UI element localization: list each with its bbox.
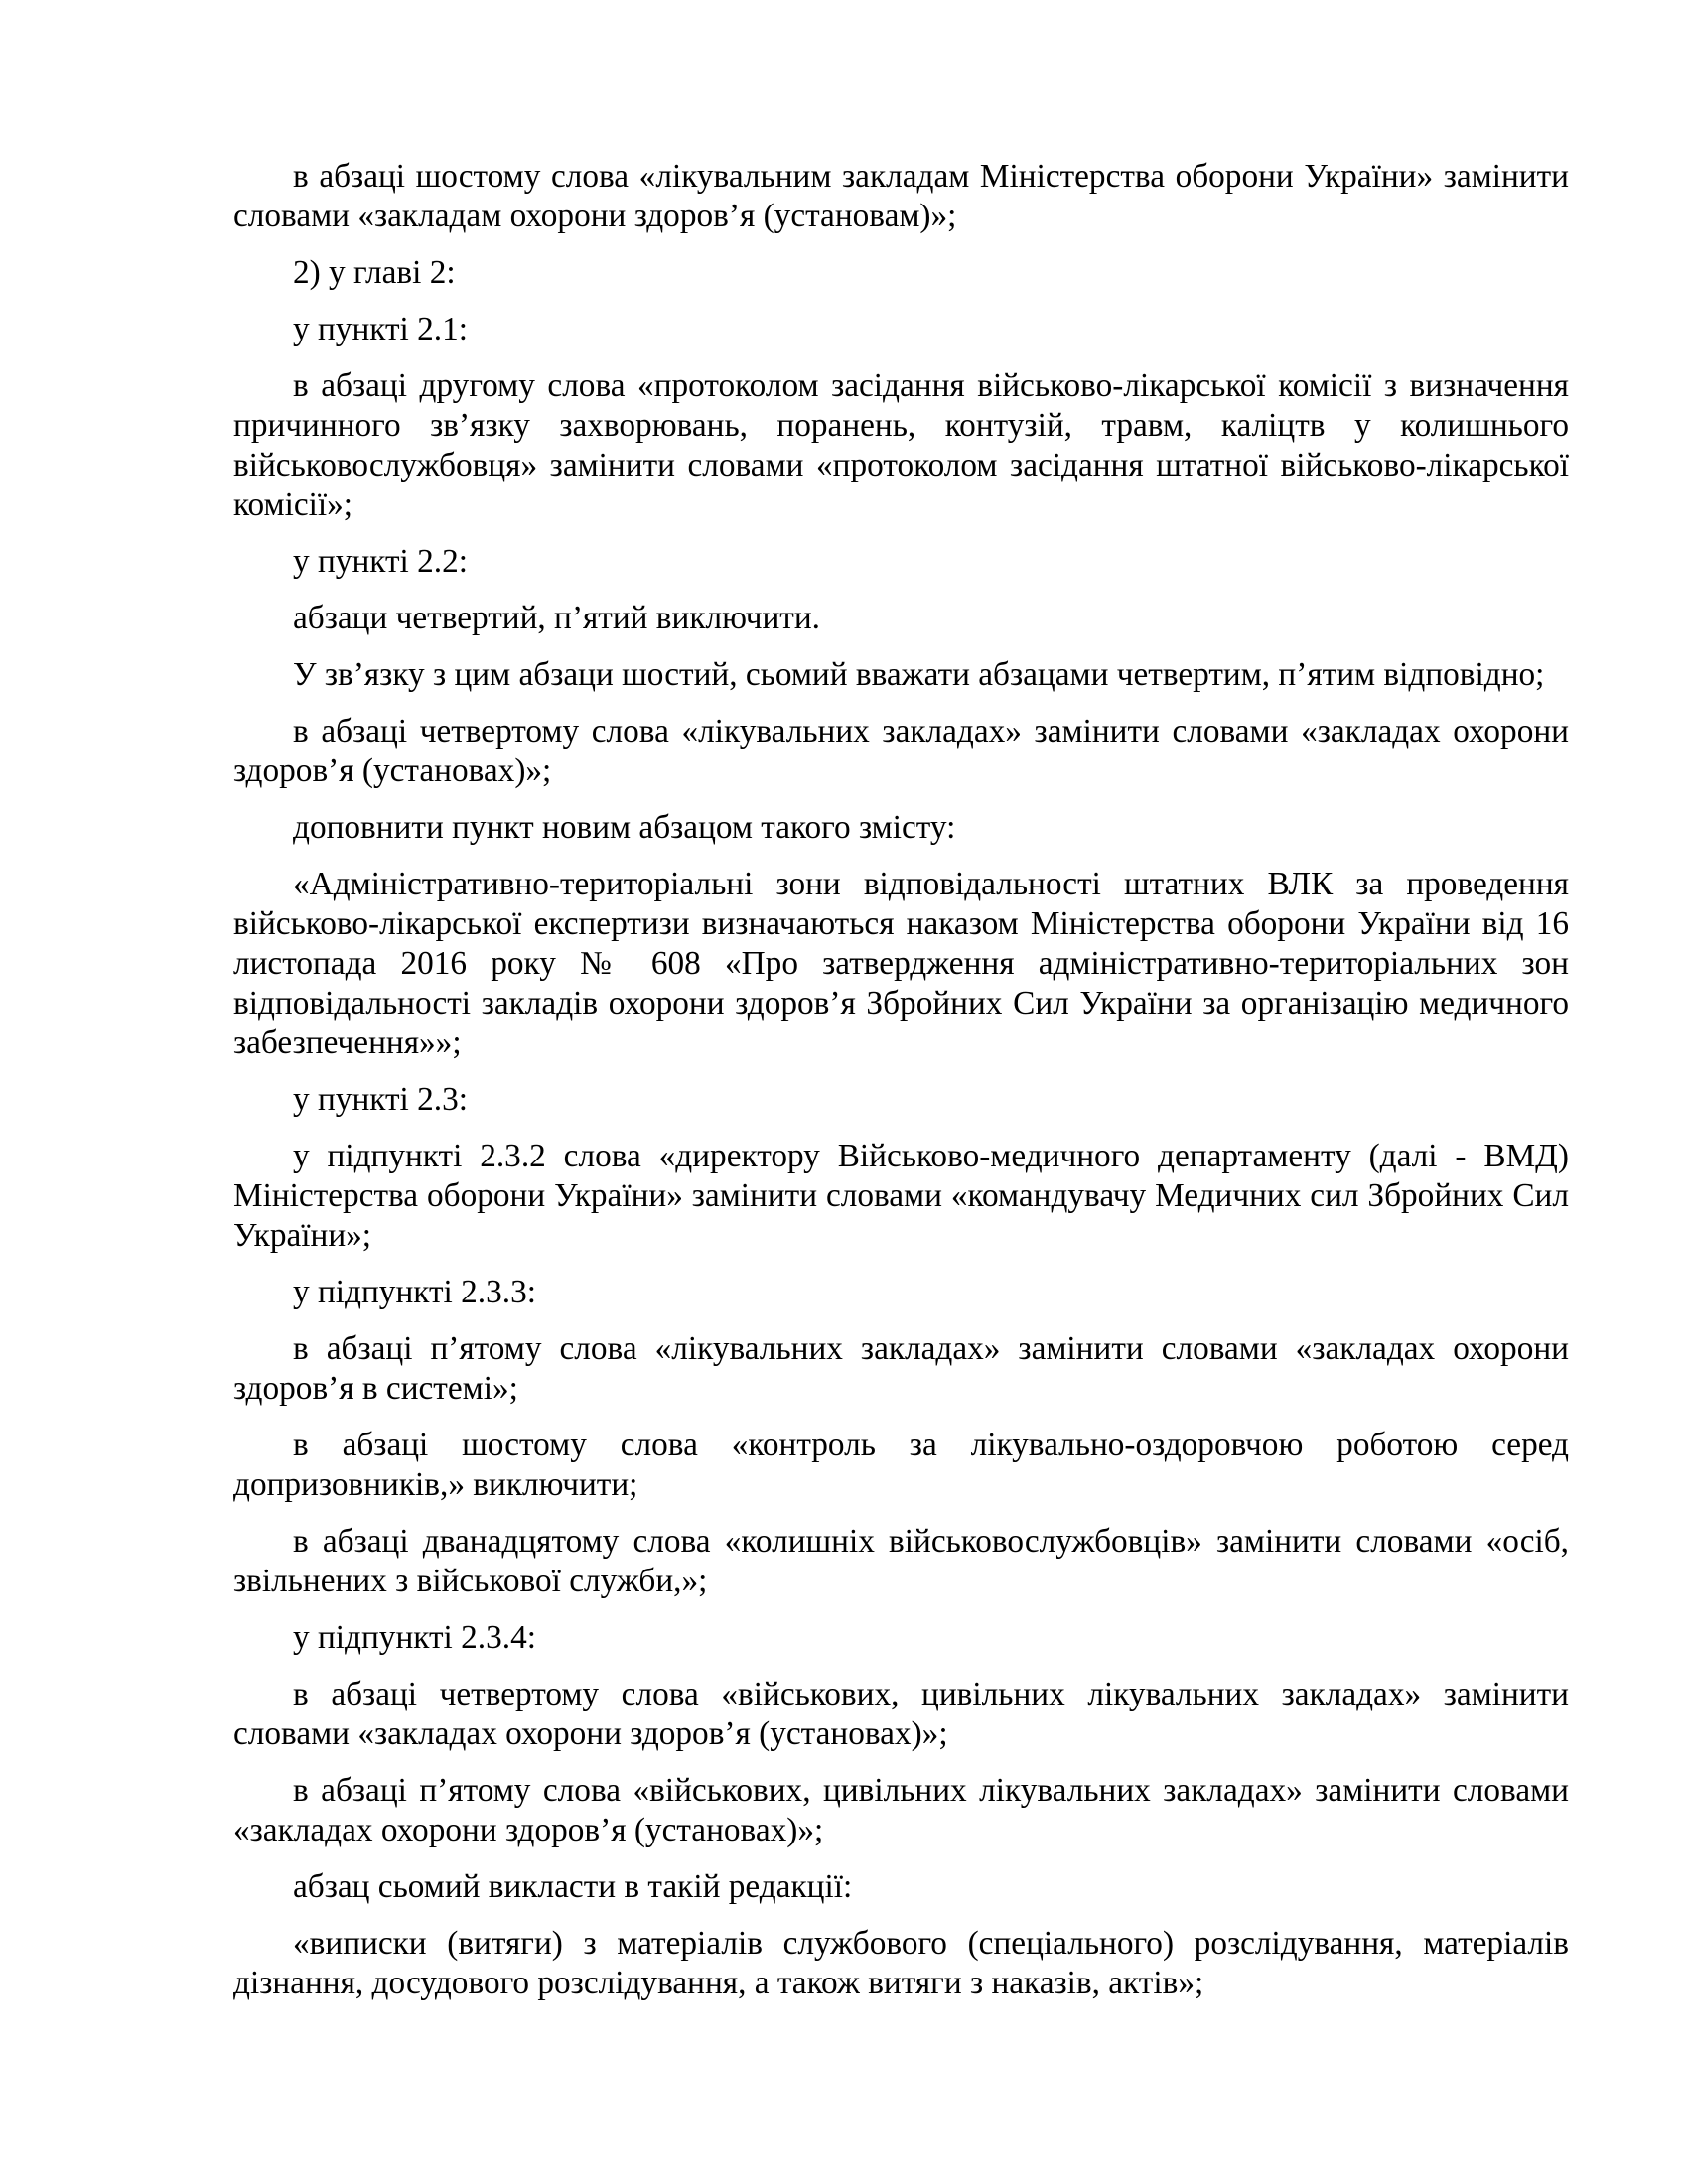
paragraph-amendment-10: в абзаці четвертому слова «військових, цивільних лікувальних закладах» замінити словами «закладах охорони здоров’я (установах)»; [233, 1676, 1569, 1752]
paragraph-amendment-4: У зв’язку з цим абзаци шостий, сьомий вважати абзацами четвертим, п’ятим відповідно; [293, 656, 1545, 693]
paragraph-amendment-9: в абзаці дванадцятому слова «колишніх військовослужбовців» замінити словами «осіб, звільнених з військової служби,»; [233, 1523, 1569, 1599]
paragraph-point-2-1: у пункті 2.1: [293, 311, 468, 347]
paragraph-amendment-7: в абзаці п’ятому слова «лікувальних закладах» замінити словами «закладах охорони здоров’я в системі»; [233, 1330, 1569, 1407]
paragraph-amendment-5: в абзаці четвертому слова «лікувальних закладах» замінити словами «закладах охорони здоров’я (установах)»; [233, 713, 1569, 789]
paragraph-amendment-8: в абзаці шостому слова «контроль за лікувально-оздоровчою роботою серед допризовників,» виключити; [233, 1427, 1569, 1503]
paragraph-subpoint-2-3-4: у підпункті 2.3.4: [293, 1619, 536, 1656]
paragraph-chapter-2: 2) у главі 2: [293, 254, 456, 291]
paragraph-new-abzats: «Адміністративно-територіальні зони відповідальності штатних ВЛК за проведення військово-лікарської експертизи визначаються наказом Міністерства оборони України від 16 листопада 2016 року № 608 «Про затвердження адміністративно-територіальних зон відповідальності закладів охорони здоров’я Збройних Сил України за організацію медичного забезпечення»»; [233, 866, 1569, 1061]
paragraph-amendment-11: в абзаці п’ятому слова «військових, цивільних лікувальних закладах» замінити словами «закладах охорони здоров’я (установах)»; [233, 1772, 1569, 1848]
paragraph-point-2-2: у пункті 2.2: [293, 543, 468, 580]
paragraph-amendment-12: абзац сьомий викласти в такій редакції: [293, 1868, 853, 1905]
paragraph-subpoint-2-3-3: у підпункті 2.3.3: [293, 1274, 536, 1310]
paragraph-amendment-6: доповнити пункт новим абзацом такого змісту: [293, 809, 956, 846]
paragraph-subpoint-2-3-2: у підпункті 2.3.2 слова «директору Військово-медичного департаменту (далі - ВМД) Міністерства оборони України» замінити словами «командувачу Медичних сил Збройних Сил України»; [233, 1138, 1569, 1254]
document-body [233, 157, 1569, 2020]
paragraph-amendment-2: в абзаці другому слова «протоколом засідання військово-лікарської комісії з визначення причинного зв’язку захворювань, поранень, контузій, травм, каліцтв у колишнього військовослужбовця» замінити словами «протоколом засідання штатної військово-лікарської комісії»; [233, 367, 1569, 523]
paragraph-point-2-3: у пункті 2.3: [293, 1081, 468, 1118]
paragraph-amendment-13: «виписки (витяги) з матеріалів службового (спеціального) розслідування, матеріалів дізнання, досудового розслідування, а також витяги з наказів, актів»; [233, 1925, 1569, 2001]
paragraph-amendment-1: в абзаці шостому слова «лікувальним закладам Міністерства оборони України» замінити словами «закладам охорони здоров’я (установам)»; [233, 158, 1569, 234]
paragraph-amendment-3: абзаци четвертий, п’ятий виключити. [293, 600, 820, 636]
